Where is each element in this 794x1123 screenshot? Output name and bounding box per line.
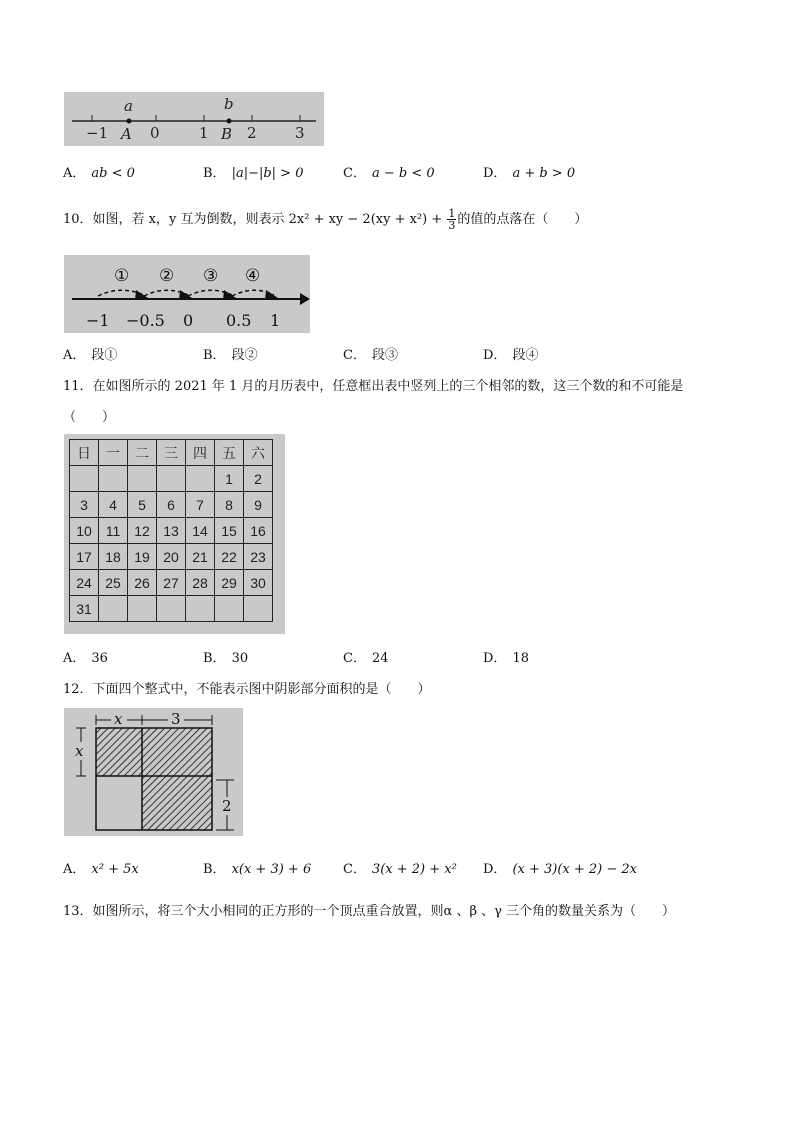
- calendar-cell: 27: [157, 570, 186, 596]
- calendar-cell: 19: [128, 544, 157, 570]
- q12-question-text: 12．下面四个整式中，不能表示图中阴影部分面积的是（ ）: [63, 682, 431, 697]
- q10-tick-label: 0.5: [226, 311, 252, 330]
- q12-shaded-top-right: [142, 728, 212, 776]
- calendar-cell: 25: [99, 570, 128, 596]
- q9-tick-label: 0: [150, 124, 160, 142]
- calendar-cell: 30: [244, 570, 273, 596]
- calendar-cell: 8: [215, 492, 244, 518]
- q12-left-x-label: x: [75, 742, 84, 760]
- q9-tick-label: 3: [295, 124, 305, 142]
- q9-point-b-label: b: [224, 95, 234, 113]
- q12-area-svg: [64, 708, 243, 836]
- q12-area-figure: [64, 708, 243, 836]
- q12-right-2-label: 2: [222, 797, 232, 815]
- calendar-cell: 1: [215, 466, 244, 492]
- q10-tick-label: 1: [270, 311, 281, 330]
- q11-option-b[interactable]: B． 30: [203, 651, 249, 666]
- calendar-cell: [186, 466, 215, 492]
- calendar-cell: 11: [99, 518, 128, 544]
- calendar-cell: 23: [244, 544, 273, 570]
- q10-question-text: [63, 208, 587, 231]
- calendar-cell: 31: [70, 596, 99, 622]
- calendar-cell: [128, 466, 157, 492]
- calendar-cell: 7: [186, 492, 215, 518]
- q12-option-d[interactable]: D． (x + 3)(x + 2) − 2x: [483, 862, 638, 877]
- q10-number-line-figure: [64, 255, 310, 333]
- q10-text-after: 的值的点落在（ ）: [457, 212, 588, 227]
- q12-option-c[interactable]: C． 3(x + 2) + x²: [343, 862, 457, 877]
- calendar-cell: 14: [186, 518, 215, 544]
- calendar-cell: 24: [70, 570, 99, 596]
- calendar-cell: 16: [244, 518, 273, 544]
- calendar-cell: 2: [244, 466, 273, 492]
- calendar-cell: 6: [157, 492, 186, 518]
- calendar-row: [70, 518, 273, 544]
- q13-question-text: 13．如图所示，将三个大小相同的正方形的一个顶点重合放置，则α 、β 、γ 三个角的数量关系为（ ）: [63, 904, 676, 919]
- calendar-cell: [215, 596, 244, 622]
- q10-segment-label: ④: [245, 266, 261, 286]
- q12-options: [63, 858, 743, 876]
- calendar-cell: 4: [99, 492, 128, 518]
- calendar-header-cell: 三: [157, 440, 186, 466]
- q9-point-b: [227, 119, 232, 124]
- q11-calendar-table: [69, 439, 273, 622]
- q9-option-a[interactable]: A． ab < 0: [63, 166, 135, 181]
- q10-text-before: 如图，若 x，y 互为倒数，则表示 2x² + xy − 2(xy + x²) +: [92, 212, 443, 227]
- calendar-header-cell: 四: [186, 440, 215, 466]
- calendar-cell: 18: [99, 544, 128, 570]
- q10-option-c[interactable]: C． 段③: [343, 348, 398, 363]
- q9-number-line-figure: [64, 92, 324, 146]
- q12-shaded-bottom-right: [142, 776, 212, 830]
- calendar-cell: 17: [70, 544, 99, 570]
- calendar-cell: 12: [128, 518, 157, 544]
- q9-tick-label: 1: [199, 124, 209, 142]
- calendar-row: [70, 570, 273, 596]
- q11-question-text-line1: 11．在如图所示的 2021 年 1 月的月历表中，任意框出表中竖列上的三个相邻的数，这三个数的和不可能是: [63, 379, 684, 394]
- q10-number-line-svg: [64, 255, 310, 333]
- calendar-cell: 28: [186, 570, 215, 596]
- q11-options: [63, 647, 743, 665]
- q9-option-c[interactable]: C． a − b < 0: [343, 166, 435, 181]
- q10-axis-arrow: [300, 293, 310, 305]
- q9-point-a-name: A: [121, 125, 132, 143]
- calendar-row: [70, 596, 273, 622]
- q11-option-a[interactable]: A． 36: [63, 651, 108, 666]
- calendar-cell: 15: [215, 518, 244, 544]
- calendar-cell: [157, 466, 186, 492]
- calendar-cell: [70, 466, 99, 492]
- q11-question-text-line2: （ ）: [63, 410, 116, 425]
- q11-option-c[interactable]: C． 24: [343, 651, 389, 666]
- q10-number: 10．: [63, 212, 93, 227]
- q12-shaded-top-left: [96, 728, 142, 776]
- calendar-cell: 21: [186, 544, 215, 570]
- q10-segment-label: ①: [114, 266, 130, 286]
- q10-option-b[interactable]: B． 段②: [203, 348, 258, 363]
- calendar-row: [70, 466, 273, 492]
- calendar-cell: 13: [157, 518, 186, 544]
- q9-options: [63, 162, 743, 180]
- q9-option-d[interactable]: D． a + b > 0: [483, 166, 576, 181]
- calendar-cell: 9: [244, 492, 273, 518]
- q12-option-b[interactable]: B． x(x + 3) + 6: [203, 862, 312, 877]
- q13-number: 13．: [63, 904, 93, 919]
- calendar-cell: [99, 596, 128, 622]
- q10-tick-label: 0: [183, 311, 194, 330]
- calendar-cell: [157, 596, 186, 622]
- q9-point-a: [127, 119, 132, 124]
- calendar-cell: 10: [70, 518, 99, 544]
- q9-tick-label: 2: [247, 124, 257, 142]
- calendar-row: [70, 544, 273, 570]
- q10-segment-label: ②: [159, 266, 175, 286]
- q10-option-d[interactable]: D． 段④: [483, 348, 539, 363]
- calendar-header-cell: 五: [215, 440, 244, 466]
- calendar-cell: [128, 596, 157, 622]
- calendar-header-cell: 二: [128, 440, 157, 466]
- q11-option-d[interactable]: D． 18: [483, 651, 529, 666]
- calendar-header-cell: 六: [244, 440, 273, 466]
- calendar-cell: 26: [128, 570, 157, 596]
- calendar-cell: 29: [215, 570, 244, 596]
- calendar-cell: 20: [157, 544, 186, 570]
- calendar-cell: 5: [128, 492, 157, 518]
- q12-option-a[interactable]: A． x² + 5x: [63, 862, 139, 877]
- q9-option-b[interactable]: B． |a|−|b| > 0: [203, 166, 304, 181]
- calendar-row: [70, 492, 273, 518]
- q10-fraction: $\frac{1}{3}$: [448, 207, 456, 232]
- calendar-header-row: [70, 440, 273, 466]
- calendar-cell: [99, 466, 128, 492]
- q11-calendar-figure: [64, 434, 285, 634]
- q12-top-3-label: 3: [171, 710, 181, 728]
- q9-point-b-name: B: [221, 125, 233, 143]
- calendar-cell: [186, 596, 215, 622]
- calendar-header-cell: 一: [99, 440, 128, 466]
- calendar-cell: [244, 596, 273, 622]
- q10-option-a[interactable]: A． 段①: [63, 348, 118, 363]
- q9-point-a-label: a: [124, 97, 133, 115]
- q9-tick-label: −1: [86, 124, 109, 142]
- calendar-header-cell: 日: [70, 440, 99, 466]
- q10-options: [63, 344, 743, 362]
- q12-top-x-label: x: [114, 710, 123, 728]
- q10-tick-label: −0.5: [126, 311, 165, 330]
- q10-segment-label: ③: [203, 266, 219, 286]
- q9-number-line-svg: [64, 92, 324, 146]
- q11-number: 11．: [63, 379, 93, 394]
- q10-tick-label: −1: [86, 311, 110, 330]
- calendar-cell: 22: [215, 544, 244, 570]
- q12-number: 12．: [63, 682, 93, 697]
- calendar-cell: 3: [70, 492, 99, 518]
